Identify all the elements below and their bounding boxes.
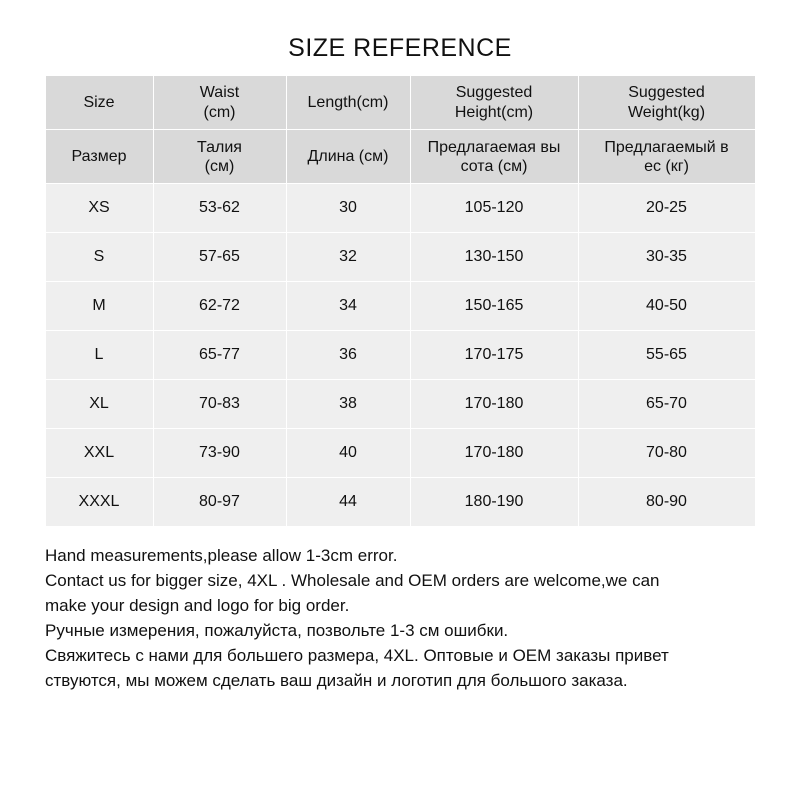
header-cell-height	[410, 76, 578, 130]
notes-block	[45, 543, 755, 693]
table-row	[45, 184, 755, 233]
header-height-line2: Height(cm)	[454, 103, 534, 121]
header-waist-ru-line2: (см)	[204, 157, 235, 175]
cell-length: 40	[286, 429, 410, 478]
cell-size: XL	[45, 380, 153, 429]
cell-size: S	[45, 233, 153, 282]
header-weight-line1: Suggested	[628, 83, 705, 101]
cell-length: 36	[286, 331, 410, 380]
cell-weight: 30-35	[578, 233, 755, 282]
header-length-ru-line1: Длина (см)	[307, 148, 389, 165]
cell-waist: 70-83	[153, 380, 286, 429]
cell-height: 105-120	[410, 184, 578, 233]
note-line: Ручные измерения, пожалуйста, позвольте 1-3 см ошибки.	[45, 621, 509, 640]
cell-waist: 65-77	[153, 331, 286, 380]
cell-size: M	[45, 282, 153, 331]
cell-size: L	[45, 331, 153, 380]
header-cell-length-ru	[286, 130, 410, 184]
cell-waist: 57-65	[153, 233, 286, 282]
table-row	[45, 429, 755, 478]
cell-waist: 62-72	[153, 282, 286, 331]
cell-weight: 55-65	[578, 331, 755, 380]
cell-weight: 40-50	[578, 282, 755, 331]
header-cell-waist-ru	[153, 130, 286, 184]
header-row-english	[45, 76, 755, 130]
cell-length: 34	[286, 282, 410, 331]
cell-weight: 20-25	[578, 184, 755, 233]
cell-waist: 73-90	[153, 429, 286, 478]
cell-waist: 80-97	[153, 478, 286, 527]
cell-height: 170-180	[410, 380, 578, 429]
table-row	[45, 233, 755, 282]
table-header	[45, 76, 755, 184]
header-waist-line2: (cm)	[203, 103, 236, 121]
note-line: ствуются, мы можем сделать ваш дизайн и логотип для большого заказа.	[45, 671, 628, 690]
header-cell-height-ru	[410, 130, 578, 184]
size-reference-table	[45, 75, 756, 527]
cell-weight: 80-90	[578, 478, 755, 527]
note-line: Hand measurements,please allow 1-3cm error.	[45, 546, 398, 565]
page-title: SIZE REFERENCE	[288, 34, 512, 62]
cell-height: 170-180	[410, 429, 578, 478]
cell-length: 30	[286, 184, 410, 233]
header-weight-line2: Weight(kg)	[627, 103, 706, 121]
header-row-russian	[45, 130, 755, 184]
header-cell-size-ru	[45, 130, 153, 184]
cell-height: 180-190	[410, 478, 578, 527]
header-size-ru-line1: Размер	[71, 148, 127, 165]
header-cell-length	[286, 76, 410, 130]
header-weight-ru-line1: Предлагаемый в	[604, 138, 729, 156]
cell-size: XXL	[45, 429, 153, 478]
cell-height: 130-150	[410, 233, 578, 282]
cell-length: 38	[286, 380, 410, 429]
note-line: make your design and logo for big order.	[45, 596, 350, 615]
header-waist-line1: Waist	[199, 83, 240, 101]
note-line: Contact us for bigger size, 4XL . Wholesale and OEM orders are welcome,we can	[45, 571, 660, 590]
cell-size: XS	[45, 184, 153, 233]
cell-weight: 70-80	[578, 429, 755, 478]
header-length-line1: Length(cm)	[307, 93, 389, 111]
header-waist-ru-line1: Талия	[197, 138, 242, 156]
table-body	[45, 184, 755, 527]
cell-size: XXXL	[45, 478, 153, 527]
header-height-ru-line2: сота (см)	[460, 157, 528, 175]
header-cell-weight	[578, 76, 755, 130]
header-cell-waist	[153, 76, 286, 130]
header-cell-size	[45, 76, 153, 130]
cell-length: 32	[286, 233, 410, 282]
cell-length: 44	[286, 478, 410, 527]
header-cell-weight-ru	[578, 130, 755, 184]
table-row	[45, 380, 755, 429]
header-weight-ru-line2: ес (кг)	[644, 157, 689, 175]
cell-weight: 65-70	[578, 380, 755, 429]
cell-waist: 53-62	[153, 184, 286, 233]
note-line: Свяжитесь с нами для большего размера, 4XL. Оптовые и OEM заказы привет	[45, 646, 669, 665]
header-height-line1: Suggested	[455, 83, 533, 101]
table-row	[45, 282, 755, 331]
table-row	[45, 331, 755, 380]
header-height-ru-line1: Предлагаемая вы	[427, 138, 561, 156]
table-row	[45, 478, 755, 527]
cell-height: 150-165	[410, 282, 578, 331]
cell-height: 170-175	[410, 331, 578, 380]
header-size-line1: Size	[83, 93, 115, 111]
